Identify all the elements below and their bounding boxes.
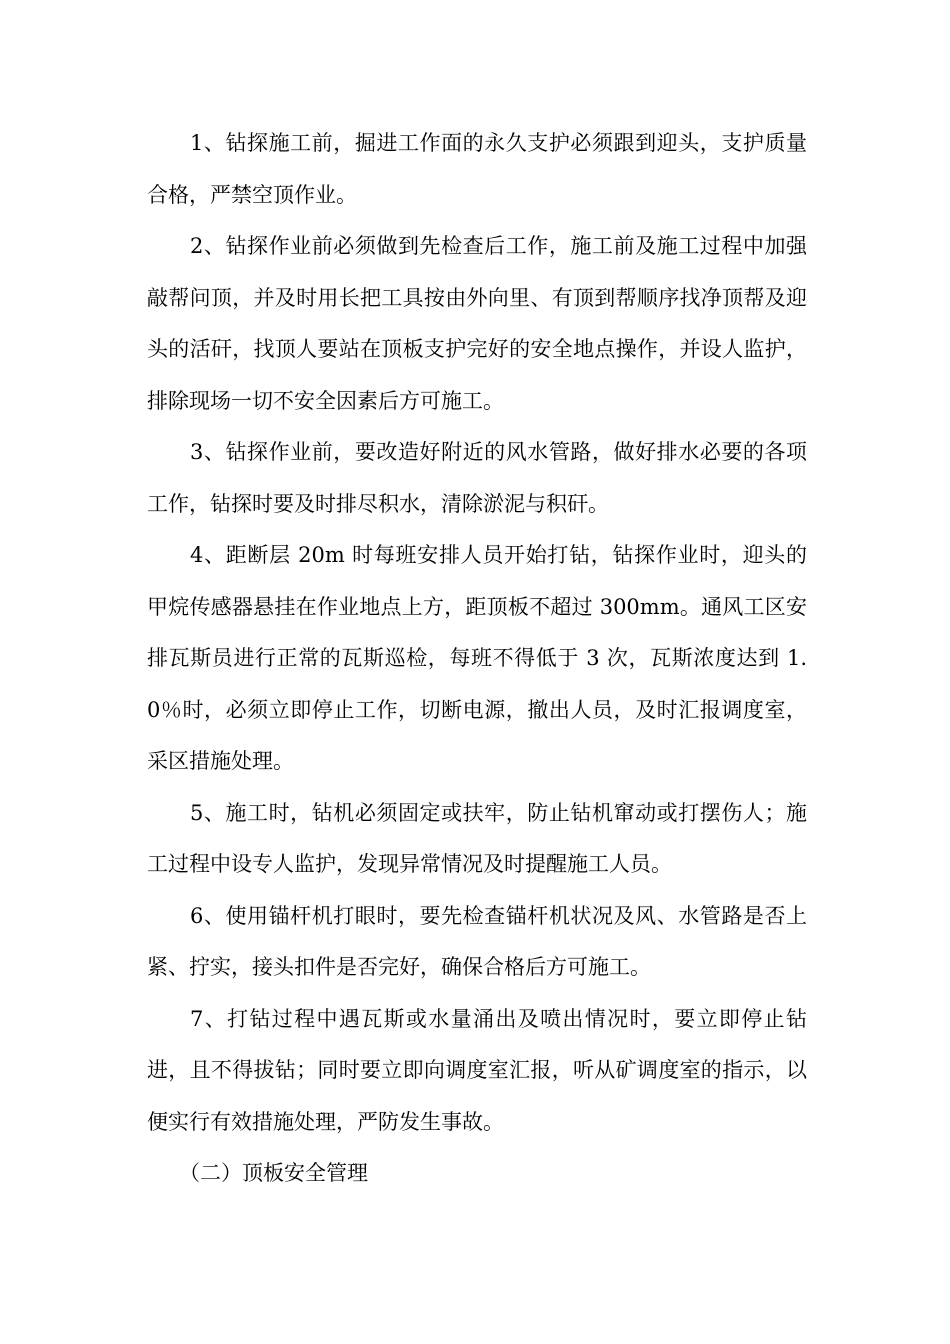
paragraph-item-4: 4、距断层 20m 时每班安排人员开始打钻，钻探作业时，迎头的甲烷传感器悬挂在作业地点上方，距顶板不超过 300mm。通风工区安排瓦斯员进行正常的瓦斯巡检，每班不得低于 3 次，瓦斯浓度达到 1.0％时，必须立即停止工作，切断电源，撤出人员，及时汇报调度室，采区措施处理。 <box>147 543 807 773</box>
paragraph-item-5: 5、施工时，钻机必须固定或扶牢，防止钻机窜动或打摆伤人；施工过程中设专人监护，发现异常情况及时提醒施工人员。 <box>147 800 807 876</box>
paragraph-item-6: 6、使用锚杆机打眼时，要先检查锚杆机状况及风、水管路是否上紧、拧实，接头扣件是否完好，确保合格后方可施工。 <box>147 903 807 979</box>
paragraph-item-7: 7、打钻过程中遇瓦斯或水量涌出及喷出情况时，要立即停止钻进，且不得拔钻；同时要立即向调度室汇报，听从矿调度室的指示，以便实行有效措施处理，严防发生事故。 <box>147 1006 807 1134</box>
paragraph-item-3: 3、钻探作业前，要改造好附近的风水管路，做好排水必要的各项工作，钻探时要及时排尽积水，清除淤泥与积矸。 <box>147 440 807 516</box>
paragraph-item-2: 2、钻探作业前必须做到先检查后工作，施工前及施工过程中加强敲帮问顶，并及时用长把工具按由外向里、有顶到帮顺序找净顶帮及迎头的活矸，找顶人要站在顶板支护完好的安全地点操作，并设人监护，排除现场一切不安全因素后方可施工。 <box>147 234 807 413</box>
document-body <box>147 118 807 1200</box>
section-heading: （二）顶板安全管理 <box>179 1161 368 1185</box>
paragraph-item-1: 1、钻探施工前，掘进工作面的永久支护必须跟到迎头，支护质量合格，严禁空顶作业。 <box>147 131 807 207</box>
